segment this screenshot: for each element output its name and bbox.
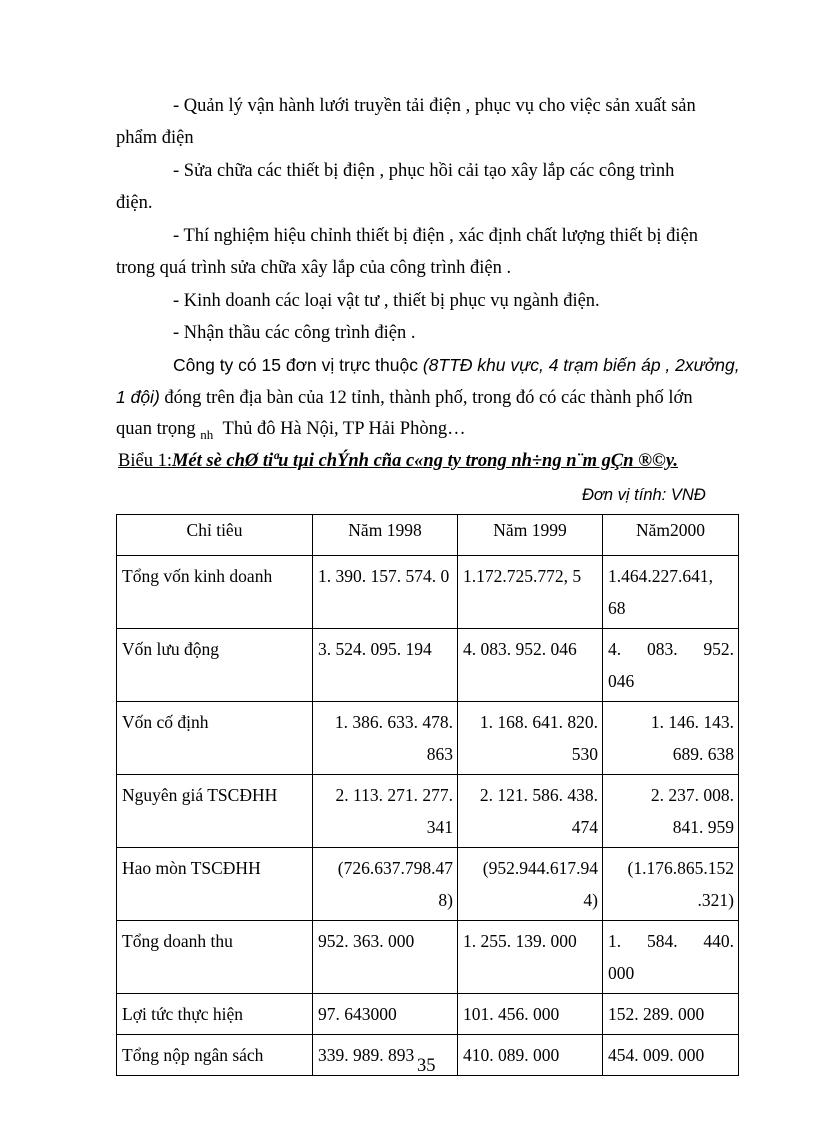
cell-2000-part: .321) [697, 890, 734, 910]
cell-1999: 4. 083. 952. 046 [458, 629, 603, 702]
bullet-1-line-2: phẩm điện [116, 128, 194, 148]
cell-2000 [603, 921, 739, 994]
cell-1998-part: 341 [426, 817, 453, 837]
cell-1999-part: 1. 168. 641. 820. [479, 712, 598, 732]
cell-1999: 1. 255. 139. 000 [458, 921, 603, 994]
cell-1998 [313, 848, 458, 921]
cell-1998 [313, 775, 458, 848]
paragraph-line-2-italic: 1 đội) [116, 387, 160, 407]
cell-1998-part: (726.637.798.47 [337, 858, 453, 878]
cell-2000-part: 689. 638 [672, 744, 734, 764]
page-number: 35 [417, 1056, 436, 1076]
cell-1998: 3. 524. 095. 194 [313, 629, 458, 702]
cell-2000-part: 046 [608, 671, 635, 691]
row-label: Hao mòn TSCĐHH [117, 848, 313, 921]
cell-1999 [458, 775, 603, 848]
cell-1998-part: 1. 386. 633. 478. [334, 712, 453, 732]
cell-1998: 1. 390. 157. 574. 0 [313, 556, 458, 629]
cell-1998-part: 2. 113. 271. 277. [335, 785, 453, 805]
cell-1999-part: 2. 121. 586. 438. [479, 785, 598, 805]
row-label: Vốn lưu động [117, 629, 313, 702]
bullet-3-line-1: - Thí nghiệm hiệu chỉnh thiết bị điện , xác định chất lượng thiết bị điện [173, 226, 699, 246]
cell-1999-part: 530 [571, 744, 598, 764]
cell-2000-part: 952. [703, 639, 734, 659]
table-row [117, 629, 739, 702]
cell-1999 [458, 848, 603, 921]
table-caption [118, 451, 678, 472]
cell-2000 [603, 775, 739, 848]
cell-2000 [603, 848, 739, 921]
paragraph-line-2 [116, 387, 738, 409]
cell-1999: 410. 089. 000 [458, 1035, 603, 1076]
cell-2000-part: 1. 146. 143. [650, 712, 734, 732]
row-label: Tổng doanh thu [117, 921, 313, 994]
cell-1998: 952. 363. 000 [313, 921, 458, 994]
bullet-5: - Nhận thầu các công trình điện . [173, 323, 416, 343]
cell-1999: 1.172.725.772, 5 [458, 556, 603, 629]
table-row [117, 556, 739, 629]
row-label: Vốn cố định [117, 702, 313, 775]
paragraph-line-1-text: Công ty có 15 đơn vị trực thuộc [173, 355, 418, 375]
header-1999: Năm 1999 [458, 515, 603, 556]
table-row [117, 848, 739, 921]
bullet-3-line-2: trong quá trình sửa chữa xây lắp của công trình điện . [116, 258, 512, 278]
cell-2000-part: 841. 959 [672, 817, 734, 837]
bullet-1-line-1: - Quản lý vận hành lưới truyền tải điện , phục vụ cho việc sản xuất sản [173, 96, 696, 116]
cell-2000-part: (1.176.865.152 [627, 858, 734, 878]
row-label: Tổng nộp ngân sách [117, 1035, 313, 1076]
cell-2000-part: 083. [646, 639, 678, 659]
cell-1998: 97. 643000 [313, 994, 458, 1035]
cell-2000 [603, 702, 739, 775]
bullet-2-line-2: điện. [116, 193, 153, 213]
cell-1999-part: 474 [571, 817, 598, 837]
cell-2000-part: 440. [703, 931, 734, 951]
cell-2000-part: 1. [608, 931, 622, 951]
cell-2000 [603, 629, 739, 702]
header-indicator: Chỉ tiêu [117, 515, 313, 556]
cell-2000-part: 584. [646, 931, 678, 951]
row-label: Lợi tức thực hiện [117, 994, 313, 1035]
table-row [117, 775, 739, 848]
cell-2000-part: 000 [608, 963, 635, 983]
table-row [117, 921, 739, 994]
paragraph-line-3 [116, 419, 466, 440]
paragraph-line-1-italic: (8TTĐ khu vực, 4 trạm biến áp , 2xưởng, [422, 355, 740, 375]
cell-1998: 339. 989. 893 [313, 1035, 458, 1076]
paragraph-line-3-text: quan trọng [116, 419, 196, 439]
cell-1998-part: 863 [426, 744, 453, 764]
cell-1998-part: 8) [438, 890, 453, 910]
bullet-2-line-1: - Sửa chữa các thiết bị điện , phục hồi cải tạo xây lắp các công trình [173, 161, 675, 181]
cell-1999-part: 4) [583, 890, 598, 910]
paragraph-line-3-cities: Thủ đô Hà Nội, TP Hải Phòng… [222, 419, 466, 439]
unit-label: Đơn vị tính: VNĐ [582, 486, 706, 504]
cell-1998 [313, 702, 458, 775]
cell-2000: 454. 009. 000 [603, 1035, 739, 1076]
cell-1999-part: (952.944.617.94 [482, 858, 598, 878]
row-label: Tổng vốn kinh doanh [117, 556, 313, 629]
table-caption-label: Biểu 1: [118, 451, 172, 471]
financial-indicators-table [116, 514, 739, 1076]
header-2000: Năm2000 [603, 515, 739, 556]
paragraph-line-3-sub: nh [200, 427, 214, 442]
bullet-4: - Kinh doanh các loại vật tư , thiết bị phục vụ ngành điện. [173, 291, 600, 311]
cell-2000-part: 4. [608, 639, 622, 659]
table-row [117, 994, 739, 1035]
cell-1999 [458, 702, 603, 775]
paragraph-line-1 [173, 355, 738, 376]
cell-2000: 1.464.227.641, 68 [603, 556, 739, 629]
cell-2000: 152. 289. 000 [603, 994, 739, 1035]
table-header-row [117, 515, 739, 556]
row-label: Nguyên giá TSCĐHH [117, 775, 313, 848]
table-row [117, 702, 739, 775]
cell-2000-part: 2. 237. 008. [650, 785, 734, 805]
header-1998: Năm 1998 [313, 515, 458, 556]
paragraph-line-2-text: đóng trên địa bàn của 12 tỉnh, thành phố, trong đó có các thành phố lớn [164, 388, 693, 408]
table-caption-title: Mét sè chØ tiªu tµi chÝnh cña c«ng ty trong nh÷ng n¨m gÇn ®©y. [171, 451, 678, 471]
cell-1999: 101. 456. 000 [458, 994, 603, 1035]
